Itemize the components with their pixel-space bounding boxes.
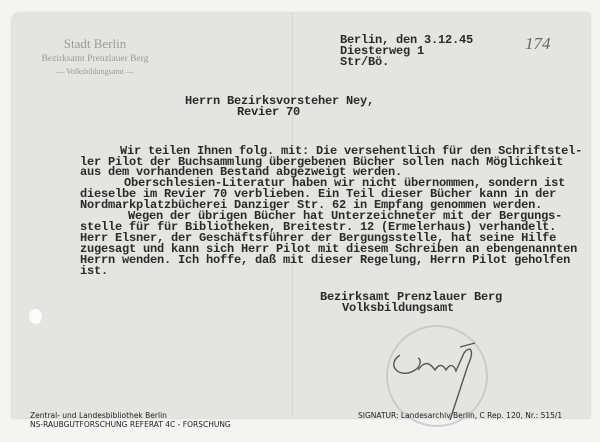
body-line: Nordmarkplatzbücherei Danziger Str. 62 in Empfang genommen werden. <box>80 198 543 212</box>
punch-hole <box>29 309 42 324</box>
sender-address: Diesterweg 1 <box>340 44 425 58</box>
recipient-district: Revier 70 <box>237 105 301 119</box>
body-line: Wegen der übrigen Bücher hat Unterzeichneter mit der Bergungs- <box>128 209 563 223</box>
footer-department: NS-RAUBGUTFORSCHUNG REFERAT 4C - FORSCHUNG <box>30 420 231 429</box>
recipient-name: Herrn Bezirksvorsteher Ney, <box>185 94 375 108</box>
body-line: stelle für für Bibliotheken, Breitestr. 12 (Ermelerhaus) verhandelt. <box>80 220 557 234</box>
archive-number: 174 <box>525 34 551 53</box>
signature-office: Bezirksamt Prenzlauer Berg <box>320 290 503 304</box>
letterhead-department: — Volksbildungsamt — <box>56 67 134 76</box>
body-line: Oberschlesien-Literatur haben wir nicht übernommen, sondern ist <box>124 176 566 190</box>
body-line: Herr Elsner, der Geschäftsführer der Bergungsstelle, hat seine Hilfe <box>80 231 557 245</box>
reference-code: Str/Bö. <box>340 55 390 69</box>
letterhead-city: Stadt Berlin <box>63 36 127 51</box>
handwritten-signature <box>380 325 490 425</box>
letterhead-office: Bezirksamt Prenzlauer Berg <box>41 54 149 64</box>
footer-institution: Zentral- und Landesbibliothek Berlin <box>30 411 167 420</box>
body-line: aus dem vorhandenen Bestand abgezweigt werden. <box>80 165 403 179</box>
body-line: ler Pilot der Buchsammlung übergebenen Bücher sollen nach Möglichkeit <box>80 155 564 169</box>
signature-department: Volksbildungsamt <box>342 301 455 315</box>
body-line: Herrn wenden. Ich hoffe, daß mit dieser Regelung, Herrn Pilot geholfen <box>80 253 571 267</box>
body-line: ist. <box>80 264 109 278</box>
body-line: dieselbe im Revier 70 verblieben. Ein Teil dieser Bücher kann in der <box>80 187 557 201</box>
date-line: Berlin, den 3.12.45 <box>340 33 474 47</box>
footer-signature-reference: SIGNATUR: Landesarchiv Berlin, C Rep. 120, Nr.: 515/1 <box>358 411 563 420</box>
body-line: Wir teilen Ihnen folg. mit: Die versehentlich für den Schriftstel- <box>120 144 583 158</box>
body-line: zugesagt und kann sich Herr Pilot mit diesem Schreiben an ebengenannten <box>80 242 578 256</box>
